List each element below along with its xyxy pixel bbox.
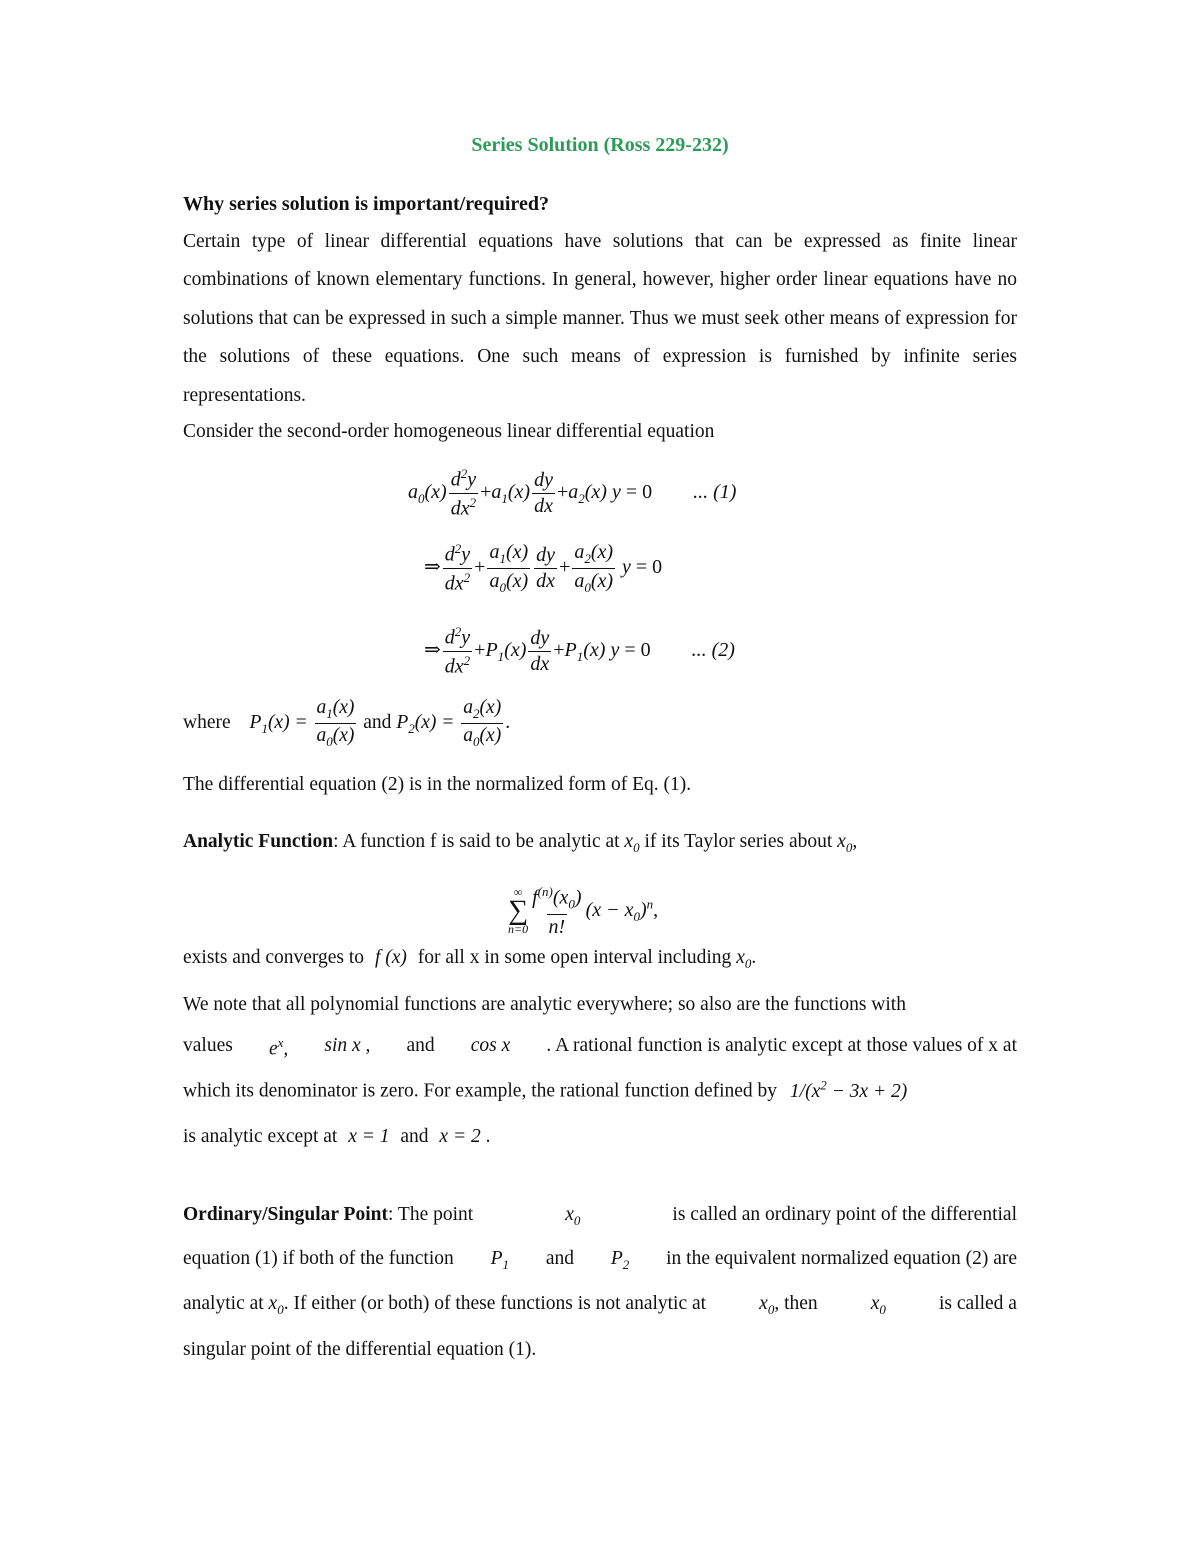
- and-text: and: [363, 711, 392, 733]
- ordinary-line-3b: . If either (or both) of these functions is not analytic at: [283, 1293, 707, 1314]
- ordinary-line-1a: : The point: [387, 1204, 474, 1225]
- note-line-2b: and: [406, 1035, 435, 1056]
- where-line: where $P_1(x)$ = $\frac{a_1(x)}{a_0(x)}$ and $P_2(x)$ = $\frac{a_2(x)}{a_0(x)}$ .: [183, 697, 511, 749]
- ordinary-line-2a: equation (1) if both of the function: [183, 1248, 454, 1269]
- equation-1-tag: ... (1): [693, 480, 737, 503]
- why-paragraph: Certain type of linear differential equations have solutions that can be expressed as finite linear combinations of known elementary functions. In general, however, higher order linear equations have no solutions that can be expressed in such a simple manner. Thus we must seek other means of expression for the solutions of these equations. One such means of expression is furnished by infinite series representations.: [183, 231, 1017, 406]
- ordinary-line-2b: and: [545, 1248, 575, 1269]
- normalized-text: The differential equation (2) is in the normalized form of Eq. (1).: [183, 774, 692, 795]
- note-line-1: We note that all polynomial functions are analytic everywhere; so also are the functions with: [183, 994, 906, 1015]
- note-line-4b: and: [400, 1126, 429, 1147]
- equation-2-tag: ... (2): [691, 638, 735, 661]
- exists-text: exists and converges to: [183, 947, 365, 968]
- ordinary-line-1: Ordinary/Singular Point: The point $x_0$ is called an ordinary point of the differential: [183, 1204, 1017, 1228]
- ordinary-line-3c: , then: [774, 1293, 818, 1314]
- note-line-2c: . A rational function is analytic except at those values of x at: [546, 1035, 1017, 1056]
- ordinary-line-2: equation (1) if both of the function $P_1$ and $P_2$ in the equivalent normalized equation (2) are: [183, 1248, 1017, 1272]
- equation-2: ⇒ $\frac{d^2y}{dx^2}$ $+P_1(x)$ $\frac{dy}{dx}$ $+P_1(x) y = 0$ ... (2): [424, 624, 735, 678]
- why-heading: Why series solution is important/required?: [183, 193, 549, 215]
- ordinary-heading: Ordinary/Singular Point: [183, 1204, 388, 1225]
- note-line-3-text: which its denominator is zero. For example, the rational function defined by: [183, 1080, 778, 1102]
- equation-1: $a_0(x)$ $\frac{d^2y}{dx^2}$ $+a_1(x)$ $\frac{dy}{dx}$ $+a_2(x) y = 0$ ... (1): [408, 466, 737, 520]
- ordinary-line-2c: in the equivalent normalized equation (2) are: [666, 1248, 1017, 1269]
- ordinary-line-3a: analytic at: [183, 1293, 264, 1314]
- ordinary-line-1b: is called an ordinary point of the differential: [672, 1204, 1017, 1225]
- exists-line: exists and converges to f (x) for all x in some open interval including $x_0$.: [183, 947, 757, 971]
- where-text: where: [183, 711, 231, 733]
- note-line-2a: values: [183, 1035, 233, 1056]
- note-line-4a: is analytic except at: [183, 1126, 338, 1147]
- analytic-line: Analytic Function: A function f is said to be analytic at $x_0$ if its Taylor series about $x_0$,: [183, 831, 858, 855]
- note-line-2: values $e^x$, sin x , and cos x . A rational function is analytic except at those values of x at: [183, 1035, 1017, 1060]
- ordinary-line-3d: is called a: [939, 1293, 1017, 1314]
- ordinary-line-3: analytic at $x_0$. If either (or both) of these functions is not analytic at $x_0$, then $x_0$ is called a: [183, 1293, 1017, 1317]
- note-line-4: is analytic except at x = 1 and x = 2 .: [183, 1126, 491, 1147]
- note-line-3: which its denominator is zero. For example, the rational function defined by $1/(x^2 - 3x + 2)$: [183, 1077, 908, 1102]
- ordinary-line-4: singular point of the differential equation (1).: [183, 1339, 537, 1360]
- forall-text: for all x in some open interval including: [417, 947, 732, 968]
- equation-1-normalized: ⇒ $\frac{d^2y}{dx^2}$ + $\frac{a_1(x)}{a_0(x)}$ $\frac{dy}{dx}$ + $\frac{a_2(x)}{a_0(x)}$ y = 0: [424, 541, 663, 595]
- consider-text: Consider the second-order homogeneous linear differential equation: [183, 421, 715, 442]
- analytic-intro: : A function f is said to be analytic at: [333, 831, 620, 852]
- taylor-series: ∞ ∑ n=0 $\frac{f^{(n)}(x_0)}{n!}$ $(x - x_0)^n$,: [508, 884, 659, 938]
- analytic-heading: Analytic Function: [183, 831, 334, 852]
- page-title: Series Solution (Ross 229-232): [471, 134, 729, 156]
- analytic-intro2: if its Taylor series about: [644, 831, 833, 852]
